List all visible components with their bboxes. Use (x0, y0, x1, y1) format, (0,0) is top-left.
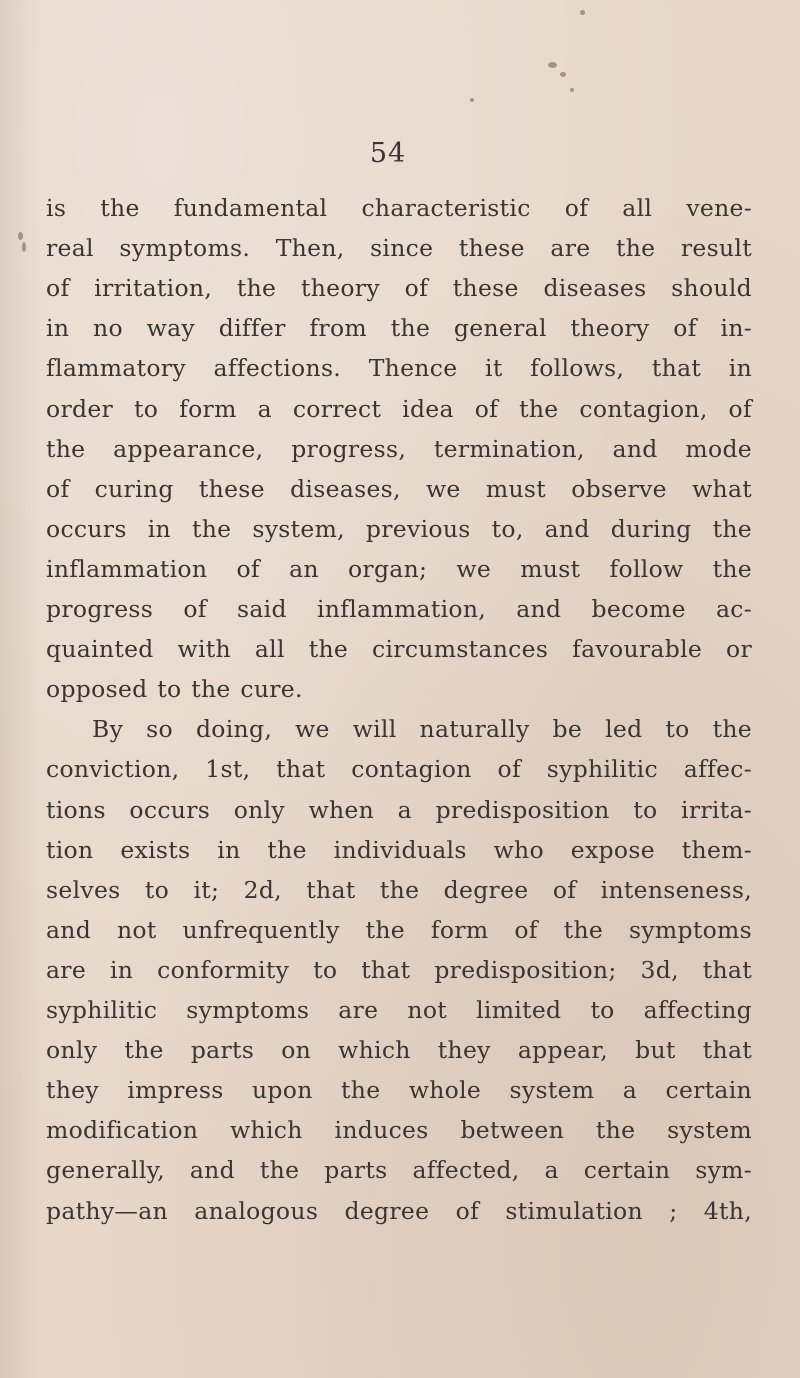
text-line: are in conformity to that predisposition; 3d, that (46, 955, 752, 984)
text-line: order to form a correct idea of the contagion, of (46, 394, 752, 423)
text-line: opposed to the cure. (46, 675, 303, 704)
page-fold-shadow (0, 0, 40, 1378)
text-line: occurs in the system, previous to, and during the (46, 514, 752, 543)
text-line: and not unfrequently the form of the symptoms (46, 915, 752, 944)
paper-speck (580, 10, 585, 15)
text-line: flammatory affections. Thence it follows, that in (46, 354, 752, 383)
text-line: only the parts on which they appear, but that (46, 1036, 752, 1065)
paper-speck (548, 62, 557, 68)
page-number: 54 (369, 138, 407, 169)
text-line: progress of said inflammation, and become ac- (46, 595, 752, 623)
text-line: generally, and the parts affected, a certain sym- (46, 1156, 752, 1185)
text-line: By so doing, we will naturally be led to the (92, 715, 752, 744)
text-line: of irritation, the theory of these diseases should (46, 274, 752, 303)
text-line: the appearance, progress, termination, and mode (46, 434, 752, 463)
paper-speck (470, 98, 474, 102)
text-line: inflammation of an organ; we must follow the (46, 554, 752, 583)
text-line: tion exists in the individuals who expose them- (46, 835, 752, 864)
text-line: syphilitic symptoms are not limited to affecting (46, 996, 752, 1024)
text-line: is the fundamental characteristic of all vene- (46, 194, 752, 222)
text-line: they impress upon the whole system a certain (46, 1076, 752, 1105)
text-line: in no way differ from the general theory of in- (46, 314, 752, 343)
paper-speck (18, 232, 23, 240)
text-line: pathy—an analogous degree of stimulation ; 4th, (46, 1196, 752, 1225)
text-line: selves to it; 2d, that the degree of intenseness, (46, 875, 752, 904)
paper-speck (570, 88, 574, 92)
text-line: conviction, 1st, that contagion of syphilitic affec- (46, 755, 752, 784)
text-line: tions occurs only when a predisposition to irrita- (46, 795, 752, 824)
paper-speck (560, 72, 566, 77)
paper-speck (22, 242, 26, 252)
text-line: real symptoms. Then, since these are the result (46, 234, 752, 263)
text-line: modification which induces between the system (46, 1116, 752, 1145)
text-line: of curing these diseases, we must observe what (46, 474, 752, 503)
text-line: quainted with all the circumstances favourable or (46, 635, 752, 664)
